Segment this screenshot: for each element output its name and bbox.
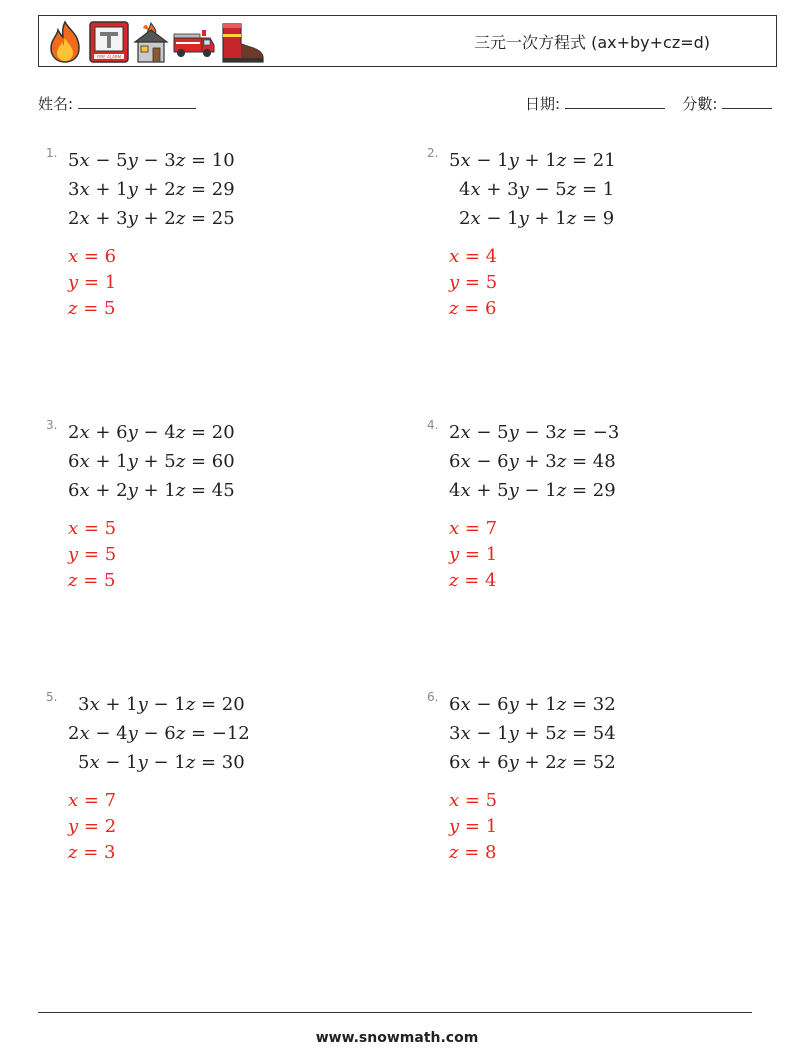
variable: y [137, 694, 148, 715]
variable: y [127, 723, 138, 744]
equation-term: 2 [68, 723, 80, 744]
variable: z [175, 480, 186, 501]
variable: z [556, 480, 567, 501]
problem-1 [46, 146, 386, 346]
variable: y [137, 752, 148, 773]
equation-term: = −3 [566, 422, 620, 443]
problem-number: 1. [46, 146, 58, 160]
equation-term: + [137, 179, 165, 200]
fire-truck-icon [172, 20, 216, 64]
equation-term: = −12 [185, 723, 250, 744]
problem-5 [46, 690, 386, 890]
equation-term: 1 [497, 723, 509, 744]
equation-term: 1 [555, 208, 567, 229]
problem-number: 5. [46, 690, 58, 704]
answer-y [68, 544, 116, 570]
equation-term: 6 [449, 451, 461, 472]
equation-system [68, 422, 235, 509]
equation-term: − [518, 422, 546, 443]
answer-z [449, 298, 497, 324]
answer-y [449, 544, 497, 570]
equation [449, 480, 619, 509]
equation-term: = 9 [576, 208, 615, 229]
answer-x [449, 790, 497, 816]
variable: x [460, 451, 471, 472]
problem-6 [427, 690, 767, 890]
equation-term: = 54 [566, 723, 616, 744]
equation-term: 1 [116, 179, 128, 200]
equation-term: 1 [174, 694, 186, 715]
equation-term: − [147, 752, 175, 773]
answer-x [449, 246, 497, 272]
answer-block [449, 790, 497, 868]
equation [68, 150, 235, 179]
problem-number: 3. [46, 418, 58, 432]
equation-system [68, 150, 235, 237]
equation-term: 6 [449, 752, 461, 773]
equation-term: 5 [449, 150, 461, 171]
equation-term: 6 [449, 694, 461, 715]
answer-value: = 5 [77, 298, 116, 319]
variable: x [79, 723, 90, 744]
fire-alarm-icon-label: FIRE ALARM [96, 54, 122, 60]
answer-z [449, 570, 497, 596]
equation-term: 6 [497, 451, 509, 472]
equation-term: + [137, 480, 165, 501]
header-box [38, 15, 777, 67]
equation-term: = 10 [185, 150, 235, 171]
equation [68, 480, 235, 509]
variable: y [508, 752, 519, 773]
variable: z [566, 179, 577, 200]
answer-value: = 7 [459, 518, 498, 539]
equation-term: 6 [497, 694, 509, 715]
fire-alarm-icon [88, 20, 130, 64]
equation-term: − [528, 179, 556, 200]
equation-term: = 20 [185, 422, 235, 443]
answer-variable: x [68, 790, 79, 811]
equation-term: 4 [459, 179, 471, 200]
answer-value: = 6 [458, 298, 497, 319]
answer-variable: x [449, 518, 460, 539]
equation [449, 208, 616, 237]
equation-term: + [518, 694, 546, 715]
answer-value: = 1 [78, 272, 117, 293]
name-label: 姓名: [38, 95, 74, 113]
score-label: 分數: [682, 95, 718, 113]
equation-system [68, 694, 250, 781]
equation-term: 5 [78, 752, 90, 773]
equation-term: 3 [78, 694, 90, 715]
variable: z [556, 422, 567, 443]
variable: z [175, 208, 186, 229]
equation [68, 179, 235, 208]
equation-term: − [99, 752, 127, 773]
answer-y [68, 816, 116, 842]
answer-value: = 5 [459, 272, 498, 293]
problem-number: 2. [427, 146, 439, 160]
equation-term: − [470, 150, 498, 171]
equation-term: + [137, 208, 165, 229]
variable: x [79, 208, 90, 229]
answer-y [449, 816, 497, 842]
variable: x [460, 480, 471, 501]
burning-house-icon [133, 20, 169, 64]
equation-term: 2 [164, 179, 176, 200]
answer-variable: x [68, 518, 79, 539]
variable: x [470, 179, 481, 200]
equation-term: + [89, 208, 117, 229]
variable: y [127, 451, 138, 472]
equation-system [449, 422, 619, 509]
problem-number: 6. [427, 690, 439, 704]
problem-2 [427, 146, 767, 346]
equation-term: = 48 [566, 451, 616, 472]
variable: y [508, 480, 519, 501]
answer-variable: x [68, 246, 79, 267]
variable: z [175, 150, 186, 171]
variable: x [79, 480, 90, 501]
date-blank[interactable] [565, 94, 665, 109]
equation-system [449, 150, 616, 237]
equation-term: + [89, 179, 117, 200]
variable: x [89, 694, 100, 715]
equation-term: = 30 [195, 752, 245, 773]
equation-term: 1 [545, 150, 557, 171]
equation-term: 2 [68, 422, 80, 443]
equation-term: = 32 [566, 694, 616, 715]
answer-value: = 4 [458, 570, 497, 591]
equation-term: = 25 [185, 208, 235, 229]
answer-value: = 5 [459, 790, 498, 811]
answer-x [68, 790, 116, 816]
equation-term: 1 [174, 752, 186, 773]
name-field [38, 93, 196, 114]
equation-term: 6 [497, 752, 509, 773]
equation-term: 3 [545, 451, 557, 472]
equation-term: 1 [116, 451, 128, 472]
variable: x [470, 208, 481, 229]
variable: x [89, 752, 100, 773]
answer-variable: x [449, 790, 460, 811]
answer-variable: z [68, 570, 78, 591]
equation-term: 4 [164, 422, 176, 443]
score-blank[interactable] [722, 94, 772, 109]
equation-term: 1 [164, 480, 176, 501]
answer-z [68, 298, 116, 324]
answer-x [68, 246, 116, 272]
answer-value: = 5 [77, 570, 116, 591]
equation-term: − [137, 723, 165, 744]
answer-variable: y [449, 272, 460, 293]
equation-term: 3 [68, 179, 80, 200]
equation-term: + [528, 208, 556, 229]
answer-block [449, 246, 497, 324]
variable: z [175, 451, 186, 472]
answer-y [68, 272, 116, 298]
equation-term: 5 [164, 451, 176, 472]
equation-term: + [137, 451, 165, 472]
answer-value: = 2 [78, 816, 117, 837]
variable: z [556, 752, 567, 773]
equation-term: 2 [459, 208, 471, 229]
equation [68, 422, 235, 451]
answer-block [68, 518, 116, 596]
equation-term: 6 [68, 480, 80, 501]
answer-variable: z [68, 298, 78, 319]
answer-z [68, 570, 116, 596]
variable: z [185, 752, 196, 773]
equation-term: = 21 [566, 150, 616, 171]
date-field [525, 93, 772, 114]
equation-term: = 1 [576, 179, 615, 200]
variable: y [127, 179, 138, 200]
answer-block [68, 790, 116, 868]
equation [449, 694, 616, 723]
equation-term: + [89, 422, 117, 443]
equation-term: + [89, 451, 117, 472]
answer-value: = 5 [78, 518, 117, 539]
equation-term: 1 [545, 480, 557, 501]
variable: y [127, 480, 138, 501]
equation-term: + [518, 150, 546, 171]
name-blank[interactable] [78, 94, 196, 109]
date-label: 日期: [525, 95, 561, 113]
answer-value: = 4 [459, 246, 498, 267]
variable: y [508, 150, 519, 171]
equation-term: 5 [497, 480, 509, 501]
equation-term: 1 [507, 208, 519, 229]
variable: y [508, 422, 519, 443]
equation-term: = 29 [566, 480, 616, 501]
answer-value: = 7 [78, 790, 117, 811]
header-icons [45, 20, 265, 64]
equation-term: + [518, 451, 546, 472]
equation-term: − [470, 451, 498, 472]
equation-term: + [470, 752, 498, 773]
variable: x [79, 150, 90, 171]
equation-term: 5 [116, 150, 128, 171]
equation-term: 1 [126, 694, 138, 715]
footer-site: www.snowmath.com [315, 1030, 479, 1046]
variable: x [460, 694, 471, 715]
equation-term: − [89, 723, 117, 744]
equation-term: 3 [545, 422, 557, 443]
variable: x [79, 451, 90, 472]
equation-term: 1 [497, 150, 509, 171]
equation-term: − [470, 694, 498, 715]
variable: z [556, 723, 567, 744]
equation-term: 3 [164, 150, 176, 171]
variable: y [508, 451, 519, 472]
variable: z [175, 422, 186, 443]
equation-term: − [147, 694, 175, 715]
answer-value: = 6 [78, 246, 117, 267]
equation-system [449, 694, 616, 781]
equation [449, 150, 616, 179]
equation-term: = 20 [195, 694, 245, 715]
equation-term: = 60 [185, 451, 235, 472]
answer-variable: y [68, 816, 79, 837]
equation-term: 5 [68, 150, 80, 171]
equation [68, 451, 235, 480]
equation [68, 752, 250, 781]
equation [449, 422, 619, 451]
answer-value: = 1 [459, 816, 498, 837]
equation-term: 6 [68, 451, 80, 472]
equation-term: 4 [116, 723, 128, 744]
equation-term: 1 [126, 752, 138, 773]
equation-term: 2 [68, 208, 80, 229]
equation [68, 694, 250, 723]
answer-value: = 5 [78, 544, 117, 565]
answer-variable: y [449, 816, 460, 837]
variable: y [508, 723, 519, 744]
problem-4 [427, 418, 767, 618]
equation-term: 3 [449, 723, 461, 744]
equation-term: 4 [449, 480, 461, 501]
equation-term: − [480, 208, 508, 229]
equation-term: 3 [507, 179, 519, 200]
equation-term: 2 [116, 480, 128, 501]
equation-term: 5 [497, 422, 509, 443]
answer-variable: z [449, 570, 459, 591]
equation-term: − [470, 422, 498, 443]
answer-block [68, 246, 116, 324]
variable: x [79, 179, 90, 200]
equation-term: + [518, 752, 546, 773]
equation [449, 179, 616, 208]
variable: x [79, 422, 90, 443]
equation-term: − [518, 480, 546, 501]
equation-term: + [89, 480, 117, 501]
variable: y [127, 422, 138, 443]
equation-term: 6 [116, 422, 128, 443]
equation-term: 5 [555, 179, 567, 200]
variable: z [566, 208, 577, 229]
answer-value: = 3 [77, 842, 116, 863]
equation-term: 1 [545, 694, 557, 715]
variable: y [518, 179, 529, 200]
variable: z [556, 150, 567, 171]
equation-term: = 52 [566, 752, 616, 773]
equation-term: + [518, 723, 546, 744]
answer-block [449, 518, 497, 596]
variable: z [556, 694, 567, 715]
answer-y [449, 272, 497, 298]
variable: y [127, 150, 138, 171]
equation-term: 2 [164, 208, 176, 229]
equation-term: − [137, 150, 165, 171]
answer-variable: y [68, 272, 79, 293]
variable: y [518, 208, 529, 229]
equation-term: + [470, 480, 498, 501]
equation [68, 723, 250, 752]
problem-3 [46, 418, 386, 618]
answer-variable: z [449, 842, 459, 863]
variable: x [460, 422, 471, 443]
variable: z [175, 723, 186, 744]
answer-x [68, 518, 116, 544]
equation-term: − [137, 422, 165, 443]
equation-term: + [480, 179, 508, 200]
answer-z [68, 842, 116, 868]
equation [449, 451, 619, 480]
variable: z [175, 179, 186, 200]
variable: z [185, 694, 196, 715]
variable: x [460, 150, 471, 171]
answer-variable: x [449, 246, 460, 267]
equation-term: 2 [449, 422, 461, 443]
fire-icon [45, 20, 85, 64]
equation [449, 752, 616, 781]
equation-term: = 45 [185, 480, 235, 501]
answer-z [449, 842, 497, 868]
equation-term: 3 [116, 208, 128, 229]
equation-term: + [99, 694, 127, 715]
answer-value: = 8 [458, 842, 497, 863]
footer-divider [38, 1012, 752, 1013]
variable: x [460, 723, 471, 744]
fire-boot-icon [219, 20, 265, 64]
page-title: 三元一次方程式 (ax+by+cz=d) [474, 33, 711, 52]
answer-value: = 1 [459, 544, 498, 565]
equation [449, 723, 616, 752]
equation-term: − [89, 150, 117, 171]
answer-x [449, 518, 497, 544]
answer-variable: y [449, 544, 460, 565]
equation [68, 208, 235, 237]
answer-variable: y [68, 544, 79, 565]
variable: z [556, 451, 567, 472]
variable: x [460, 752, 471, 773]
answer-variable: z [449, 298, 459, 319]
problem-number: 4. [427, 418, 439, 432]
equation-term: 2 [545, 752, 557, 773]
equation-term: 6 [164, 723, 176, 744]
variable: y [127, 208, 138, 229]
equation-term: − [470, 723, 498, 744]
equation-term: = 29 [185, 179, 235, 200]
variable: y [508, 694, 519, 715]
answer-variable: z [68, 842, 78, 863]
equation-term: 5 [545, 723, 557, 744]
